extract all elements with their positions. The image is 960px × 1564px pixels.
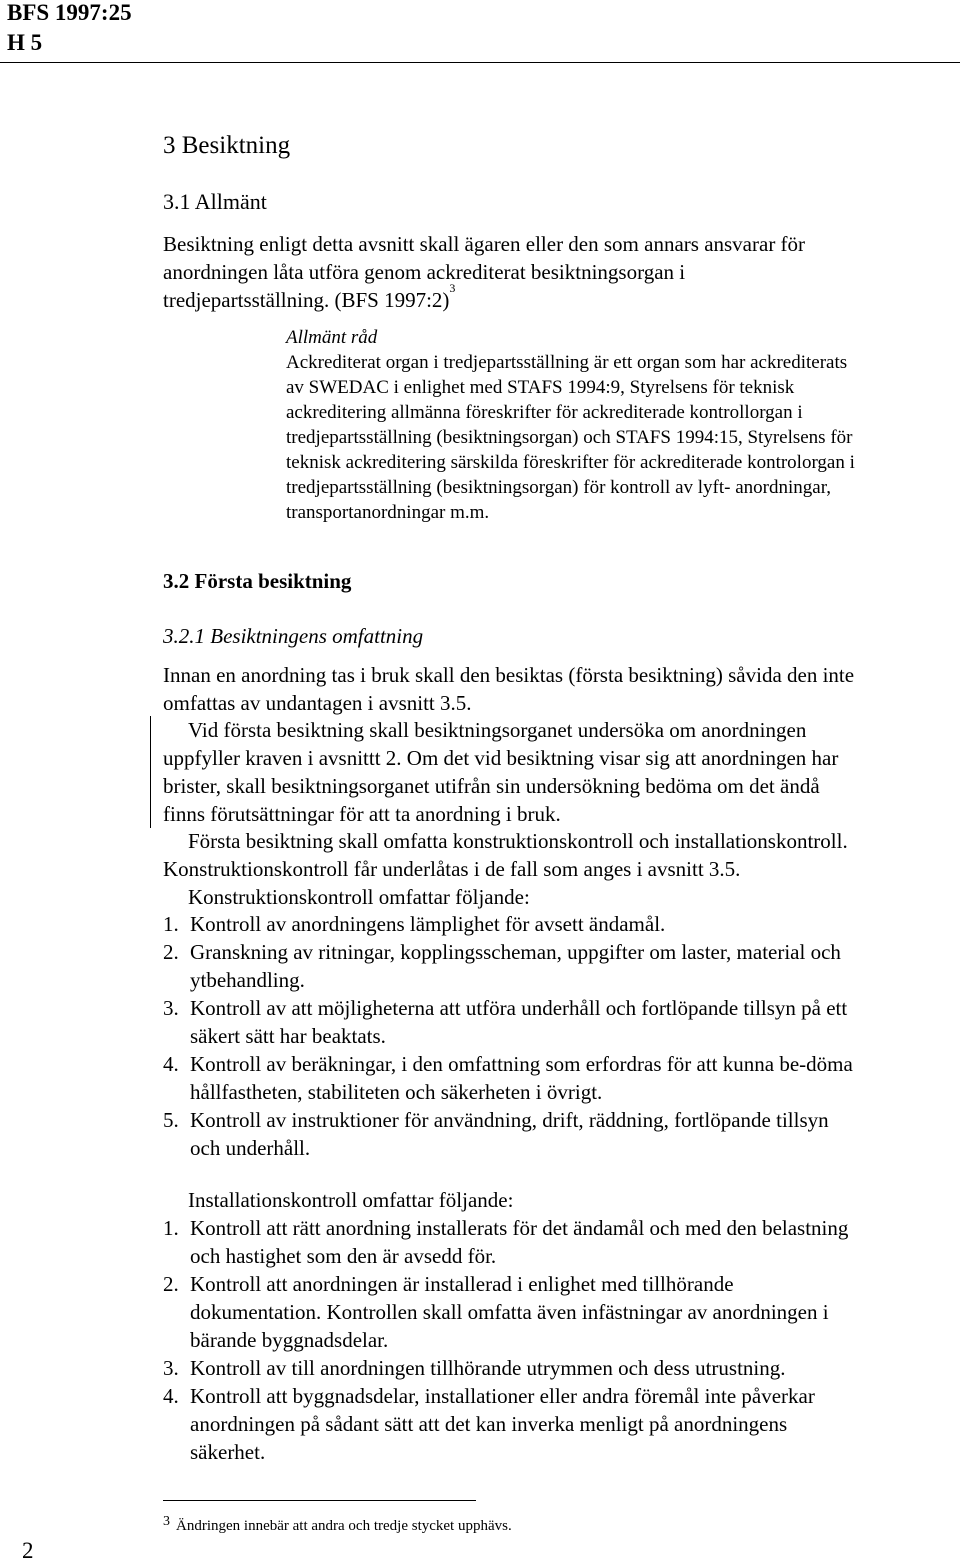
footnote-reference: 3 [449, 281, 456, 295]
list-number: 1. [163, 912, 179, 936]
list-item [163, 938, 853, 994]
text-line: brister, skall besiktningsorganet utifrån sin undersökning bedöma om det ändå [163, 774, 820, 798]
list-item-line: och hastighet som den är avsedd för. [190, 1244, 497, 1268]
advice-line: tredjepartsställning (besiktningsorgan) för kontroll av lyft- anordningar, [286, 477, 832, 498]
footnote [163, 1515, 512, 1538]
general-advice-title: Allmänt råd [286, 327, 378, 348]
list-item-line: Kontroll av att möjligheterna att utföra underhåll och fortlöpande tillsyn på ett [190, 996, 848, 1020]
list-item [163, 1050, 853, 1106]
page-number: 2 [22, 1538, 34, 1563]
installation-intro-block [163, 1186, 513, 1214]
konstruktion-intro: Konstruktionskontroll omfattar följande: [188, 885, 530, 909]
list-item-line: Kontroll att byggnadsdelar, installationer eller andra föremål inte påverkar [190, 1384, 815, 1408]
header-rule [0, 62, 960, 63]
list-item [163, 1270, 848, 1354]
general-advice-block [286, 325, 855, 525]
list-number: 3. [163, 996, 179, 1020]
list-item-line: ytbehandling. [190, 968, 305, 992]
installation-intro: Installationskontroll omfattar följande: [188, 1188, 514, 1212]
advice-line: teknisk ackreditering särskilda föreskrifter för ackrediterade kontrolorgan i [286, 452, 855, 473]
change-bar [150, 716, 151, 828]
section-3-1-text [163, 230, 805, 314]
document-id: BFS 1997:25 [7, 0, 132, 25]
text-line: anordningen låta utföra genom ackrediterat besiktningsorgan i [163, 260, 686, 284]
text-line: Vid första besiktning skall besiktningsorganet undersöka om anordningen [188, 718, 807, 742]
installation-list [163, 1214, 848, 1466]
advice-line: transportanordningar m.m. [286, 502, 490, 523]
text-line: finns förutsättningar för att ta anordning i bruk. [163, 802, 561, 826]
konstruktion-list [163, 910, 853, 1162]
advice-line: Ackrediterat organ i tredjepartsställning är ett organ som har ackrediterats [286, 352, 848, 373]
text-line: uppfyller kraven i avsnittt 2. Om det vid besiktning visar sig att anordningen har [163, 746, 839, 770]
section-code: H 5 [7, 30, 43, 55]
list-item-line: hållfastheten, stabiliteten och säkerheten i övrigt. [190, 1080, 603, 1104]
list-number: 4. [163, 1384, 179, 1408]
list-item-line: säkert sätt har beaktats. [190, 1024, 386, 1048]
list-item-line: bärande byggnadsdelar. [190, 1328, 389, 1352]
text-line: omfattas av undantagen i avsnitt 3.5. [163, 691, 472, 715]
list-item [163, 1354, 848, 1382]
list-item-line: anordningen på sådant sätt att det kan inverka menligt på anordningens [190, 1412, 788, 1436]
paragraph-1 [163, 661, 854, 717]
advice-line: ackreditering allmänna föreskrifter för ackrediterade kontrollorgan i [286, 402, 803, 423]
section-heading-3-2: 3.2 Första besiktning [163, 569, 352, 593]
list-number: 2. [163, 1272, 179, 1296]
list-number: 1. [163, 1216, 179, 1240]
text-line: Innan en anordning tas i bruk skall den besiktas (första besiktning) såvida den inte [163, 663, 855, 687]
list-number: 3. [163, 1356, 179, 1380]
footnote-mark: 3 [163, 1514, 170, 1529]
section-heading-3-1: 3.1 Allmänt [163, 189, 267, 214]
paragraph-2 [163, 716, 838, 828]
list-item-line: Kontroll av till anordningen tillhörande utrymmen och dess utrustning. [190, 1356, 786, 1380]
list-item-line: Kontroll att rätt anordning installerats för det ändamål och med den belastning [190, 1216, 849, 1240]
list-item [163, 910, 853, 938]
list-item-line: Kontroll av instruktioner för användning, drift, räddning, fortlöpande tillsyn [190, 1108, 829, 1132]
text-line: Konstruktionskontroll får underlåtas i de fall som anges i avsnitt 3.5. [163, 857, 741, 881]
list-item-line: dokumentation. Kontrollen skall omfatta även infästningar av anordningen i [190, 1300, 829, 1324]
list-item-line: Kontroll av beräkningar, i den omfattning som erfordras för att kunna be-döma [190, 1052, 853, 1076]
list-item-line: Granskning av ritningar, kopplingsscheman, uppgifter om laster, material och [190, 940, 841, 964]
text-line: Besiktning enligt detta avsnitt skall ägaren eller den som annars ansvarar för [163, 232, 806, 256]
list-item [163, 994, 853, 1050]
list-number: 5. [163, 1108, 179, 1132]
list-item [163, 1382, 848, 1466]
chapter-heading: 3 Besiktning [163, 132, 291, 159]
list-item-line: Kontroll av anordningens lämplighet för avsett ändamål. [190, 912, 666, 936]
text-line-content: tredjepartsställning. (BFS 1997:2) [163, 288, 450, 312]
list-item-line: och underhåll. [190, 1136, 311, 1160]
list-item [163, 1214, 848, 1270]
paragraph-3 [163, 827, 848, 911]
footnote-text: Ändringen innebär att andra och tredje stycket upphävs. [176, 1518, 512, 1534]
list-number: 2. [163, 940, 179, 964]
subsection-heading-3-2-1: 3.2.1 Besiktningens omfattning [163, 624, 424, 648]
text-line [163, 281, 805, 314]
list-item-line: säkerhet. [190, 1440, 266, 1464]
list-item [163, 1106, 853, 1162]
advice-line: tredjepartsställning (besiktningsorgan) och STAFS 1994:15, Styrelsens för [286, 427, 853, 448]
list-number: 4. [163, 1052, 179, 1076]
advice-line: av SWEDAC i enlighet med STAFS 1994:9, Styrelsens för teknisk [286, 377, 795, 398]
text-line: Första besiktning skall omfatta konstruktionskontroll och installationskontroll. [188, 829, 848, 853]
footnote-rule [163, 1500, 476, 1501]
list-item-line: Kontroll att anordningen är installerad i enlighet med tillhörande [190, 1272, 734, 1296]
